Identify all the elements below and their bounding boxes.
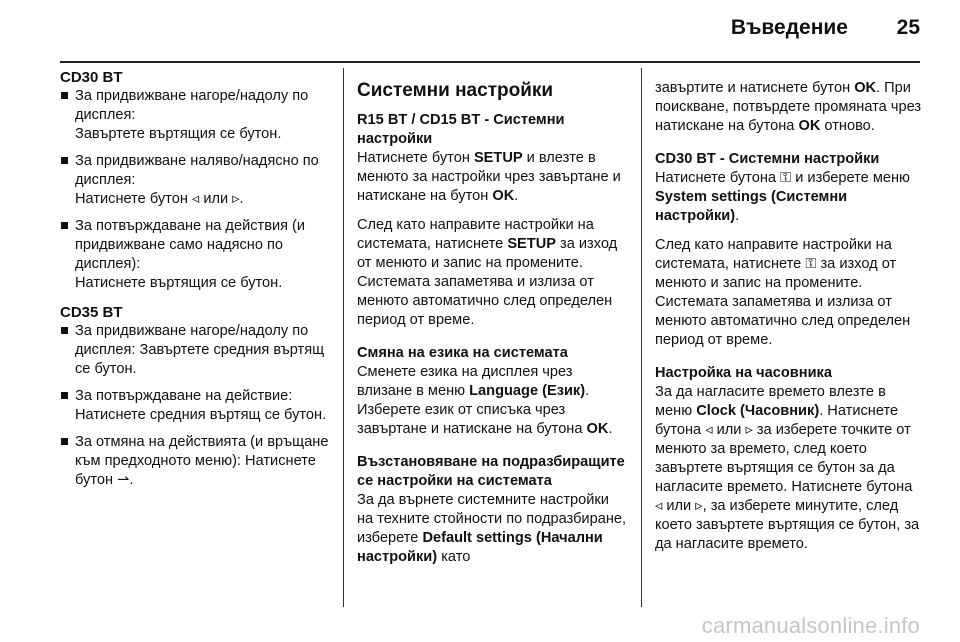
column-2	[357, 68, 629, 607]
item-text: За потвърждаване на действие: Натиснете средния въртящ се бутон.	[75, 388, 327, 423]
section-clock	[655, 364, 923, 554]
item-text: За придвижване нагоре/надолу по дисплея: Завъртете средния въртящ се бутон.	[75, 323, 325, 377]
bullet-list	[60, 322, 332, 490]
header-rule	[60, 61, 920, 63]
column-3	[655, 68, 923, 607]
section-r15-settings	[357, 111, 629, 330]
text-run: като	[437, 549, 471, 565]
section-cd30-settings	[655, 150, 923, 350]
subsection-heading: Възстановяване на подразбиращите се настройки на системата	[357, 454, 625, 489]
text-run: Натиснете бутона ⚿ и изберете меню	[655, 170, 911, 186]
list-item	[60, 217, 332, 293]
subsection-heading: Смяна на езика на системата	[357, 345, 568, 361]
paragraph	[357, 363, 629, 439]
text-run: . При поискване, потвърдете промяната чрез натискане на бутона	[655, 80, 922, 134]
text-run: За да върнете системните настройки на техните стойности по подразбиране, изберете	[357, 492, 627, 546]
paragraph	[655, 169, 923, 226]
item-action: Натиснете въртящия се бутон.	[75, 275, 283, 291]
text-run: Натиснете бутон	[357, 150, 474, 166]
text-run: отново.	[820, 118, 875, 134]
setup-button-label: SETUP	[507, 236, 556, 252]
text-run: завъртите и натиснете бутон	[655, 80, 855, 96]
list-item	[60, 387, 332, 425]
text-run: и влезте в менюто за настройки чрез завъртане и натискане на бутон	[357, 150, 621, 204]
column-1	[60, 68, 332, 607]
section-title: Системни настройки	[357, 80, 554, 101]
column-divider-2	[641, 68, 642, 607]
paragraph	[655, 79, 923, 136]
subsection-heading: R15 BT / CD15 BT - Системни настройки	[357, 112, 565, 147]
list-item	[60, 433, 332, 490]
paragraph	[655, 383, 923, 554]
menu-name: Language (Език)	[469, 383, 586, 399]
menu-name: System settings (Системни настройки)	[655, 189, 848, 224]
ok-button-label: OK	[586, 421, 609, 437]
item-text: За придвижване нагоре/надолу по дисплея:	[75, 88, 309, 123]
list-item	[60, 152, 332, 209]
paragraph	[357, 149, 629, 206]
item-text: За придвижване наляво/надясно по дисплея:	[75, 153, 319, 188]
text-run: След като направите настройки на системата, натиснете ⚿ за изход от менюто и запис на промените. Системата запаметява и излиза от менюто автоматично след определен период от време.	[655, 237, 911, 348]
item-action: Натиснете бутон ◃ или ▹.	[75, 191, 244, 207]
section-cd30-controls	[60, 68, 332, 293]
text-run: за изход от менюто и запис на промените. Системата запаметява и излиза от менюто автоматично след определен период от време.	[357, 236, 618, 328]
list-item	[60, 322, 332, 379]
text-run: .	[735, 208, 740, 224]
ok-button-label: OK	[798, 118, 821, 134]
subsection-heading: Настройка на часовника	[655, 365, 832, 381]
text-run: След като направите настройки на системата, натиснете	[357, 217, 594, 252]
section-heading: CD30 BT	[60, 69, 123, 86]
ok-button-label: OK	[492, 188, 515, 204]
item-text: За отмяна на действията (и връщане към предходното меню): Натиснете бутон ⇀.	[75, 434, 329, 488]
ok-button-label: OK	[854, 80, 877, 96]
page-header-title: Въведение	[730, 16, 848, 39]
page-number: 25	[896, 16, 920, 39]
list-item	[60, 87, 332, 144]
subsection-heading: CD30 BT - Системни настройки	[655, 151, 880, 167]
section-heading: CD35 BT	[60, 304, 123, 321]
section-restore-defaults	[357, 453, 629, 567]
text-run: За да нагласите времето влезте в меню	[655, 384, 886, 419]
section-cd35-controls	[60, 303, 332, 490]
text-run: . Натиснете бутона ◃ или ▹ за изберете точките от менюто за времето, след което завъртете въртящия се бутон за да нагласите времето. Натиснете бутона ◃ или ▹, за изберете минутите, след което завъртете въртящия се бутон, за да нагласите времето.	[655, 403, 920, 552]
text-run: . Изберете език от списъка чрез завъртане и натискане на бутона	[357, 383, 590, 437]
setup-button-label: SETUP	[473, 150, 523, 166]
text-run: Сменете езика на дисплея чрез влизане в меню	[357, 364, 573, 399]
menu-name: Default settings (Начални настройки)	[357, 530, 603, 565]
text-run: .	[514, 188, 519, 204]
paragraph	[357, 491, 629, 567]
text-run: .	[608, 421, 613, 437]
column-divider-1	[343, 68, 344, 607]
watermark: carmanualsonline.info	[701, 613, 920, 638]
section-language	[357, 344, 629, 439]
bullet-list	[60, 87, 332, 293]
menu-name: Clock (Часовник)	[696, 403, 820, 419]
paragraph	[357, 216, 629, 330]
item-text: За потвърждаване на действия (и придвижване само надясно по дисплея):	[75, 218, 306, 272]
item-action: Завъртете въртящия се бутон.	[75, 126, 282, 142]
paragraph	[655, 236, 923, 350]
